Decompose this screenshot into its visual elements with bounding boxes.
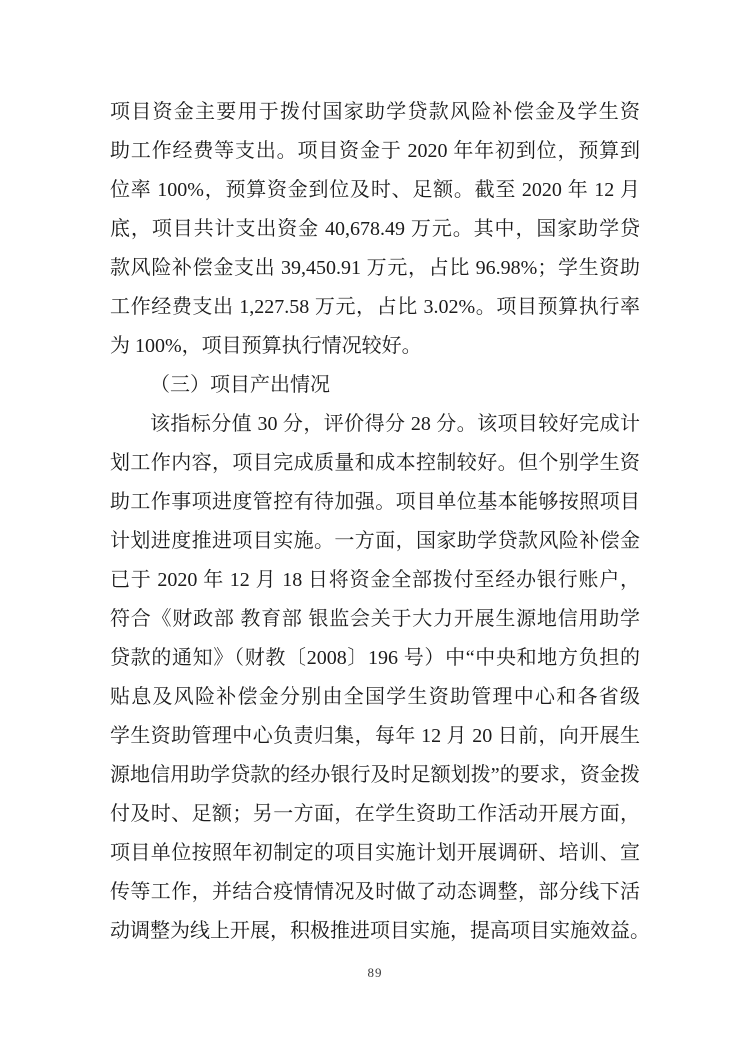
text-line: 该指标分值 30 分，评价得分 28 分。该项目较好完成计 [150,413,640,435]
text-line: 划工作内容，项目完成质量和成本控制较好。但个别学生资 [110,452,640,474]
text-line: （三）项目产出情况 [150,374,330,396]
text-line: 付及时、足额；另一方面，在学生资助工作活动开展方面， [110,803,640,825]
text-line: 为 100%，项目预算执行情况较好。 [110,335,422,357]
text-block [110,93,650,951]
text-line: 项目资金主要用于拨付国家助学贷款风险补偿金及学生资 [110,101,640,123]
text-line: 贷款的通知》（财教〔2008〕196 号）中“中央和地方负担的 [110,647,640,669]
text-line: 传等工作，并结合疫情情况及时做了动态调整，部分线下活 [110,881,640,903]
text-line: 项目单位按照年初制定的项目实施计划开展调研、培训、宣 [110,842,640,864]
text-line: 符合《财政部 教育部 银监会关于大力开展生源地信用助学 [110,608,640,630]
text-line: 已于 2020 年 12 月 18 日将资金全部拨付至经办银行账户， [110,569,640,591]
text-line: 款风险补偿金支出 39,450.91 万元，占比 96.98%；学生资助 [110,257,640,279]
text-line: 计划进度推进项目实施。一方面，国家助学贷款风险补偿金 [110,530,640,552]
text-line: 源地信用助学贷款的经办银行及时足额划拨”的要求，资金拨 [110,764,640,786]
text-line: 助工作事项进度管控有待加强。项目单位基本能够按照项目 [110,491,640,513]
page-number: 89 [367,965,383,980]
text-line: 学生资助管理中心负责归集，每年 12 月 20 日前，向开展生 [110,725,640,747]
text-line: 位率 100%，预算资金到位及时、足额。截至 2020 年 12 月 [110,179,640,201]
text-line: 动调整为线上开展，积极推进项目实施，提高项目实施效益。 [110,920,650,942]
text-line: 底，项目共计支出资金 40,678.49 万元。其中，国家助学贷 [110,218,640,240]
text-line: 贴息及风险补偿金分别由全国学生资助管理中心和各省级 [110,686,640,708]
text-line: 工作经费支出 1,227.58 万元，占比 3.02%。项目预算执行率 [110,296,640,318]
text-line: 助工作经费等支出。项目资金于 2020 年年初到位，预算到 [110,140,640,162]
